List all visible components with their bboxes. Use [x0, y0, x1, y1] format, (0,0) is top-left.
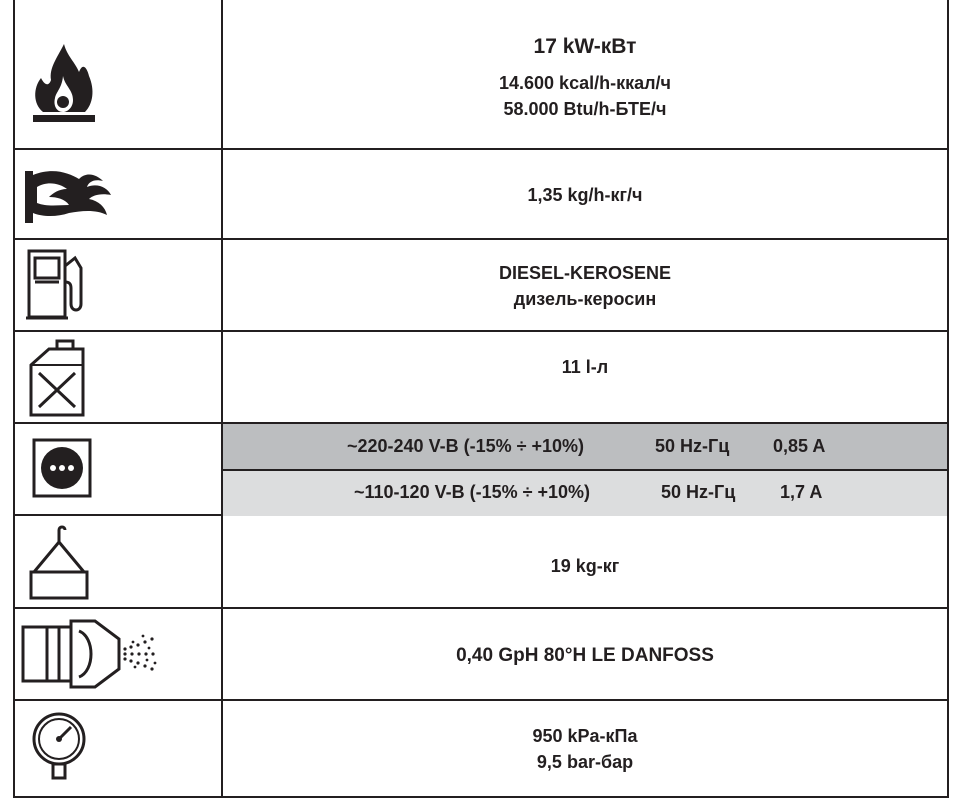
voltage-220v: ~220-240 V-В (-15% ÷ +10%) — [347, 436, 585, 456]
row-nozzle — [15, 609, 947, 701]
specifications-table — [13, 0, 949, 798]
weight-hook-icon — [28, 524, 90, 600]
fuel-canister-icon — [27, 339, 89, 417]
value-cell — [223, 150, 947, 238]
pressure-kpa: 950 kPa-кПа — [532, 726, 638, 746]
icon-cell — [15, 516, 223, 607]
frequency-220v: 50 Hz-Гц — [655, 436, 730, 456]
icon-cell — [15, 701, 223, 796]
value-cell — [223, 0, 947, 148]
row-tank — [15, 332, 947, 424]
pressure-gauge-icon — [31, 709, 87, 791]
power-btu: 58.000 Btu/h-БТЕ/ч — [503, 99, 667, 119]
power-socket-icon — [32, 438, 92, 498]
current-220v: 0,85 A — [773, 436, 826, 456]
value-cell — [223, 332, 947, 422]
value-cell — [223, 701, 947, 796]
tank-capacity: 11 l-л — [561, 357, 609, 377]
icon-cell — [15, 332, 223, 422]
burner-flame-icon — [23, 165, 113, 225]
fuel-type-latin: DIESEL-KEROSENE — [498, 263, 672, 283]
spray-nozzle-icon — [21, 617, 161, 693]
icon-cell — [15, 424, 223, 514]
pressure-bar: 9,5 bar-бар — [536, 752, 634, 772]
power-kcal: 14.600 kcal/h-ккал/ч — [499, 73, 671, 93]
current-110v: 1,7 A — [780, 482, 823, 502]
value-cell — [223, 516, 947, 607]
icon-cell — [15, 240, 223, 330]
fuel-pump-icon — [25, 248, 89, 322]
power-kw: 17 kW-кВт — [533, 35, 637, 58]
frequency-110v: 50 Hz-Гц — [661, 482, 736, 502]
row-fuel — [15, 240, 947, 332]
icon-cell — [15, 0, 223, 148]
flame-icon — [29, 42, 99, 122]
row-electrical — [15, 424, 947, 516]
fuel-type-cyrillic: дизель-керосин — [513, 289, 657, 309]
value-cell — [223, 609, 947, 699]
icon-cell — [15, 150, 223, 238]
row-consumption — [15, 150, 947, 240]
nozzle-spec: 0,40 GpH 80°H LE DANFOSS — [456, 645, 714, 666]
voltage-110v: ~110-120 V-В (-15% ÷ +10%) — [354, 482, 591, 502]
value-cell — [223, 240, 947, 330]
value-cell — [223, 424, 947, 514]
icon-cell — [15, 609, 223, 699]
electrical-band-220v — [223, 424, 947, 469]
electrical-band-110v — [223, 471, 947, 516]
weight-value: 19 kg-кг — [550, 556, 620, 576]
row-pressure — [15, 701, 947, 796]
row-power — [15, 0, 947, 150]
consumption-value: 1,35 kg/h-кг/ч — [527, 185, 643, 205]
row-weight — [15, 516, 947, 609]
